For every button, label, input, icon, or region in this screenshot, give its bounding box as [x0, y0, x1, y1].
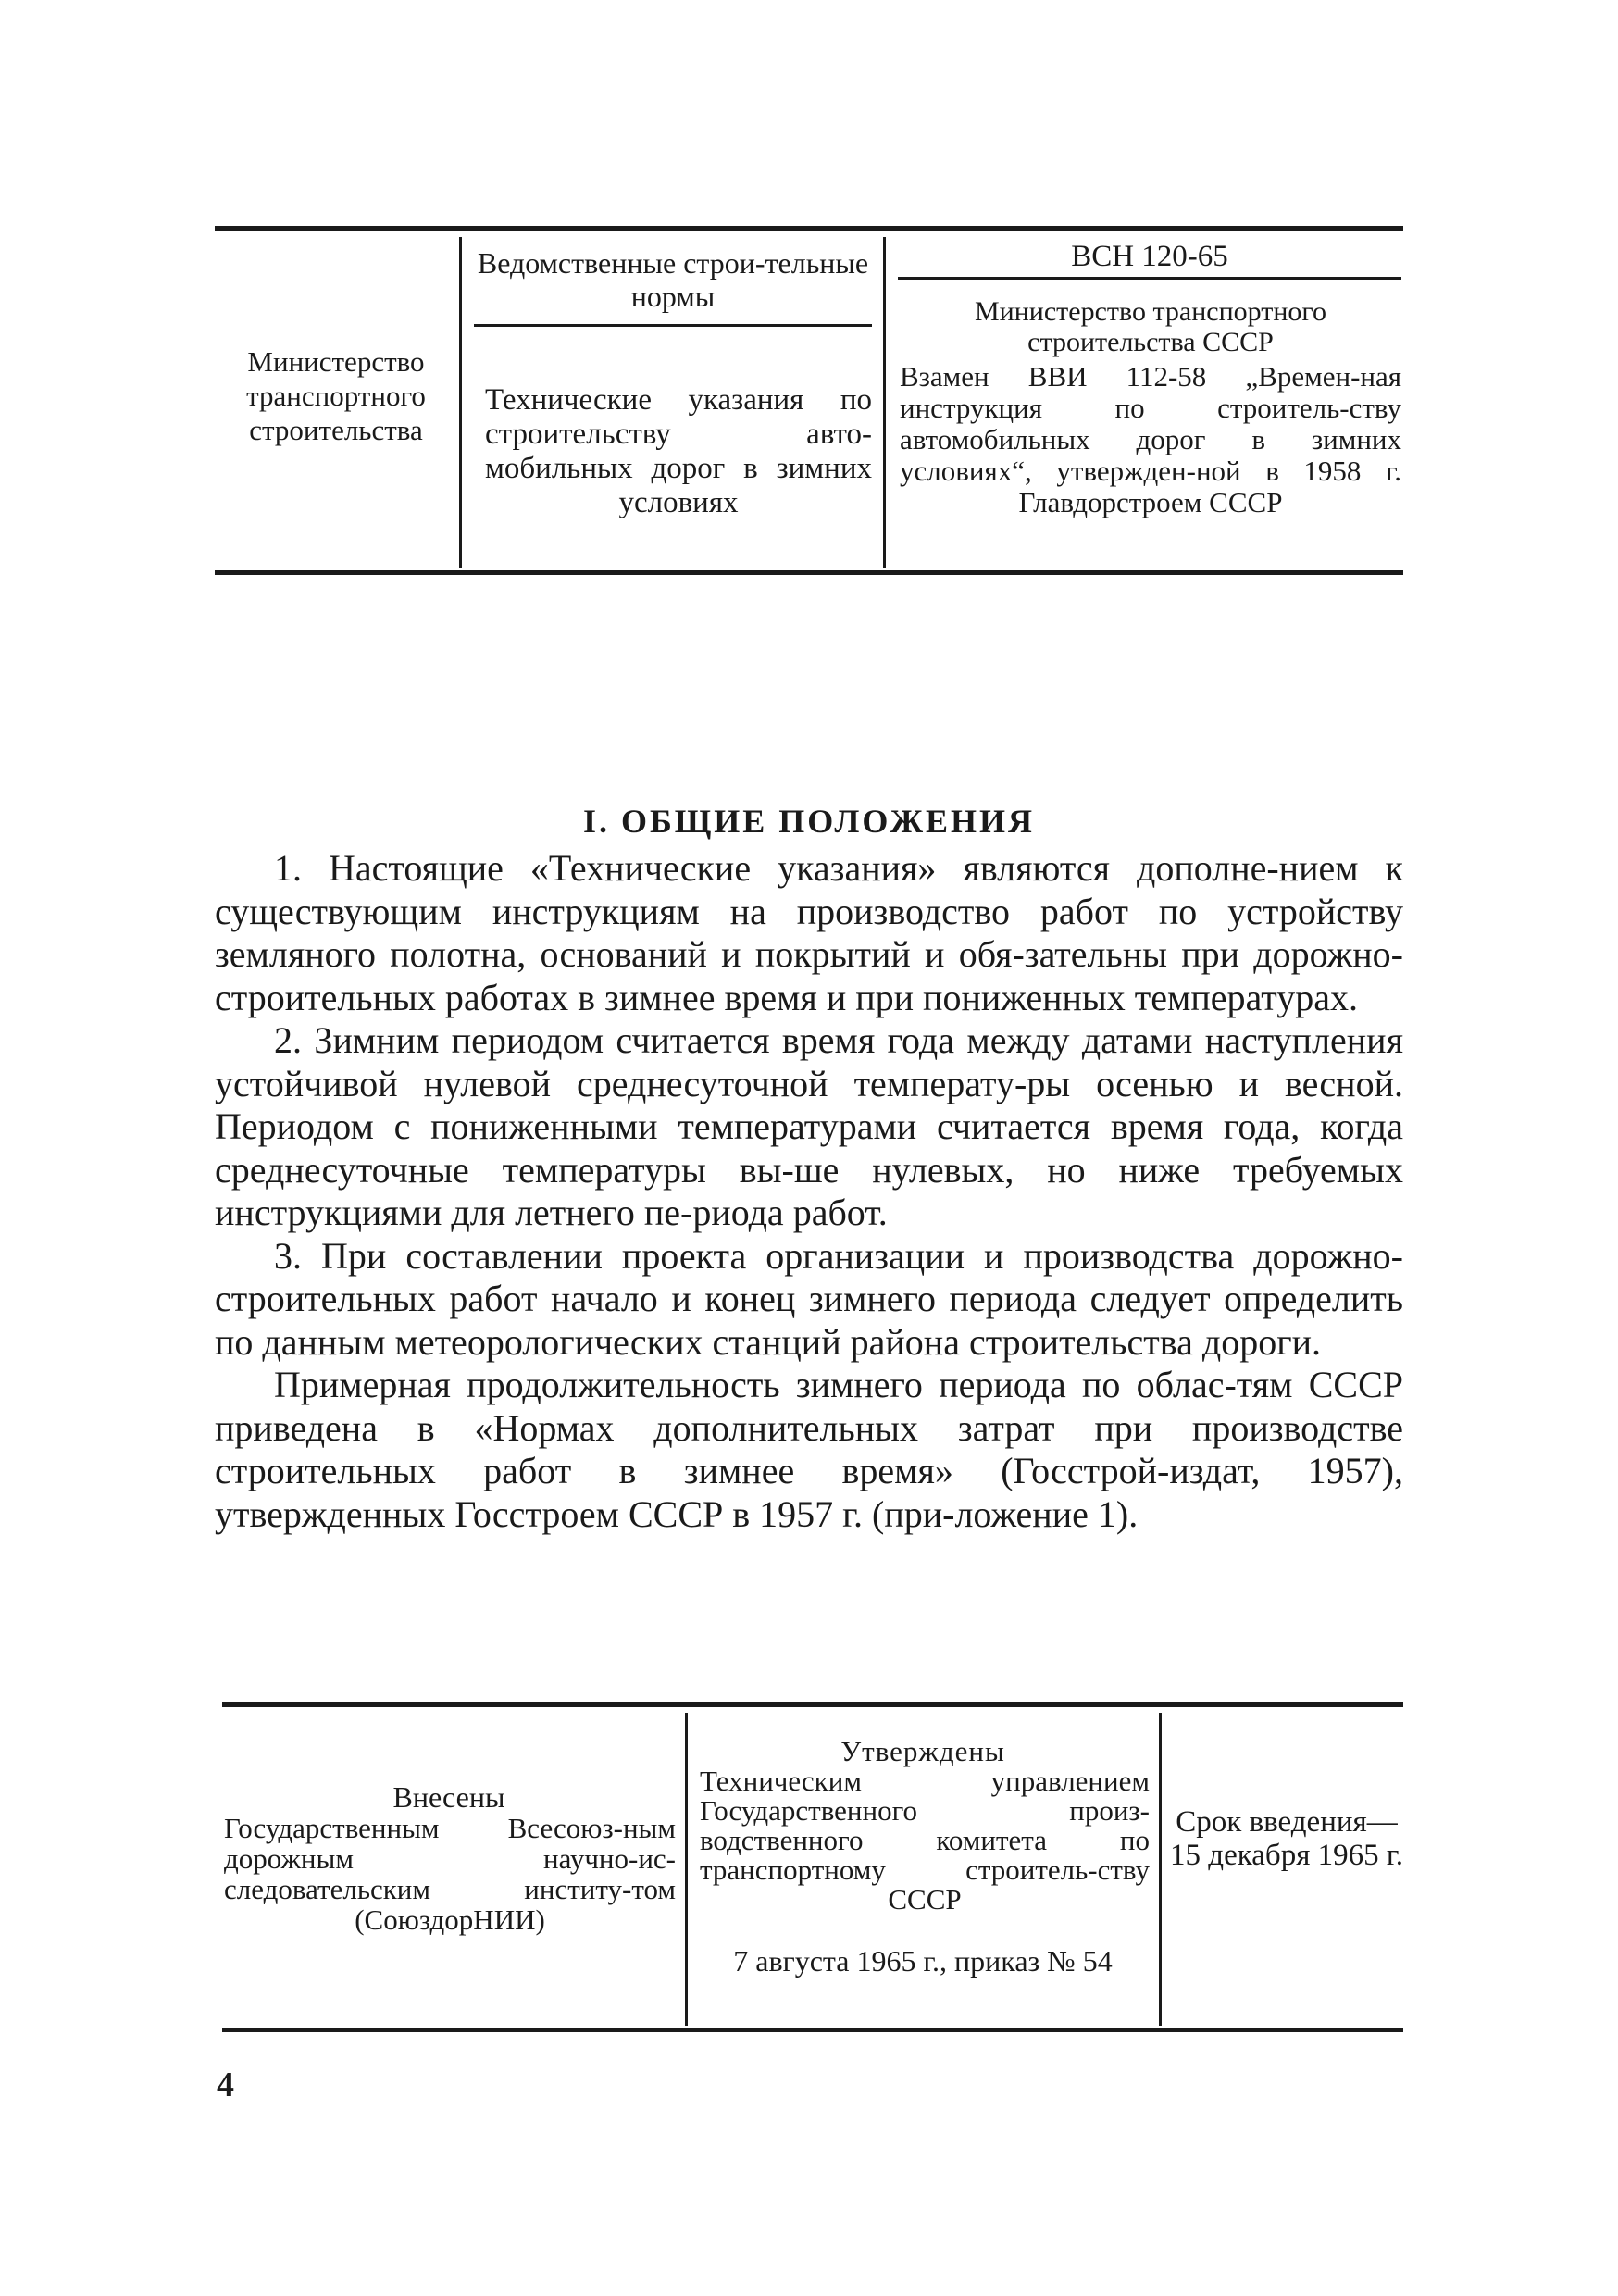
footer-bottom-rule	[222, 2028, 1403, 2032]
doc-code: ВСН 120-65	[1071, 240, 1228, 273]
approved-heading: Утверждены	[840, 1735, 1005, 1767]
header-divider-2	[883, 237, 886, 568]
submitted-by: Государственным Всесоюз-ным дорожным научно-ис-следовательским институ-том (СоюздорНИИ)	[224, 1812, 676, 1936]
paragraph-3: 3. При составлении проекта организации и производства дорожно-строительных работ начало и конец зимнего периода следует определить по данным метеорологических станций района строительства дороги.	[215, 1234, 1403, 1363]
approved-by: Техническим управлением Государственного произ-водственного комитета по транспортному строитель-ству СССР	[700, 1765, 1150, 1915]
approval-table	[222, 1702, 1403, 2035]
effective-date: Срок введения— 15 декабря 1965 г.	[1170, 1805, 1403, 1872]
doc-type-rule	[474, 324, 872, 327]
ministry-full: Министерство транспортного строительства СССР	[974, 296, 1326, 357]
paragraph-2: 2. Зимним периодом считается время года между датами наступления устойчивой нулевой среднесуточной температу-ры осенью и весной. Периодом с пониженными температурами считается время года, когда среднесуточные температуры вы-ше нулевых, но ниже требуемых инструкциями для летнего пе-риода работ.	[215, 1019, 1403, 1233]
header-table	[215, 226, 1403, 576]
page-number: 4	[217, 2065, 234, 2104]
doc-type: Ведомственные строи-тельные нормы	[477, 246, 869, 313]
doc-code-rule	[898, 277, 1401, 280]
footer-top-rule	[222, 1702, 1403, 1707]
header-divider-1	[459, 237, 462, 568]
submitted-heading: Внесены	[392, 1780, 505, 1814]
doc-title: Технические указания по строительству авто-мобильных дорог в зимних условиях	[485, 383, 872, 519]
header-top-rule	[215, 226, 1403, 231]
paragraph-4: Примерная продолжительность зимнего периода по облас-тям СССР приведена в «Нормах дополнительных затрат при производстве строительных работ в зимнее время» (Госстрой-издат, 1957), утвержденных Госстроем СССР в 1957 г. (при-ложение 1).	[215, 1364, 1403, 1535]
paragraph-1: 1. Настоящие «Технические указания» являются дополне-нием к существующим инструкциям на производство работ по устройству земляного полотна, оснований и покрытий и обя-зательны при дорожно-строительных работах в зимнее время и при пониженных температурах.	[215, 847, 1403, 1018]
replaces-note: Взамен ВВИ 112-58 „Времен-ная инструкция по строитель-ству автомобильных дорог в зимних условиях“, утвержден-ной в 1958 г. Главдорстроем СССР	[900, 360, 1401, 518]
footer-divider-1	[685, 1713, 688, 2026]
header-bottom-rule	[215, 570, 1403, 575]
section-body	[215, 847, 1403, 1536]
approval-date: 7 августа 1965 г., приказ № 54	[733, 1944, 1113, 1978]
section-title: I. ОБЩИЕ ПОЛОЖЕНИЯ	[582, 803, 1036, 840]
ministry-short: Министерство транспортного строительства	[246, 345, 426, 446]
footer-divider-2	[1159, 1713, 1162, 2026]
